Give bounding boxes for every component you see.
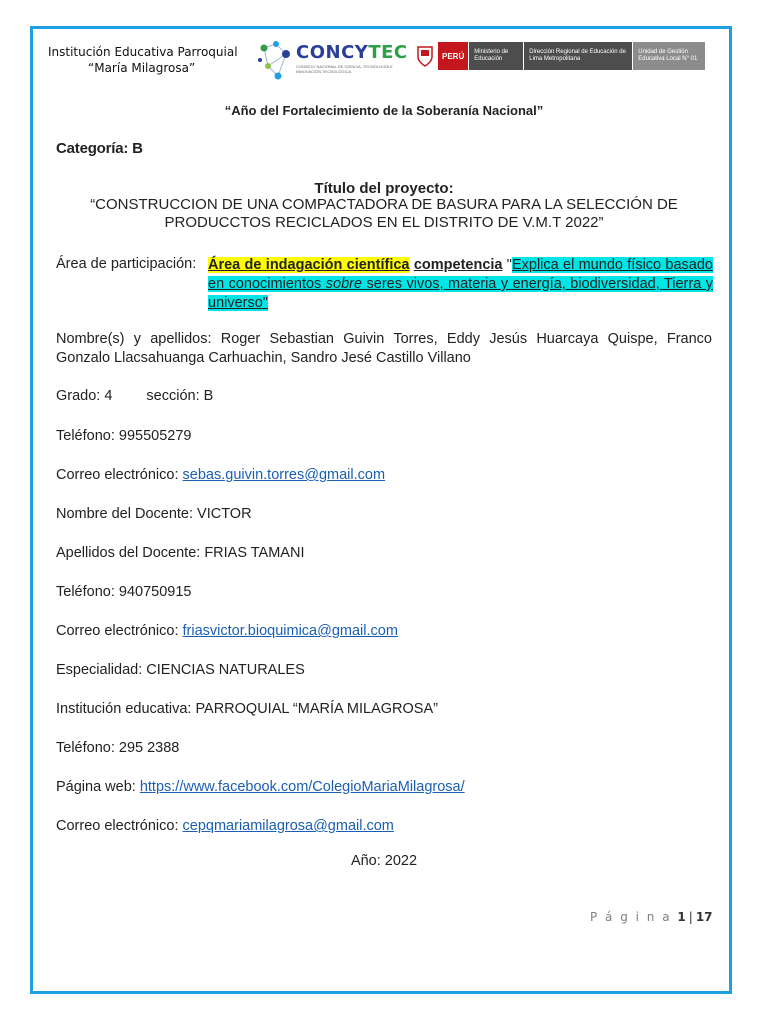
competencia-description: Explica el mundo físico basado en conocimientos sobre seres vivos, materia y energía, biodiversidad, Tierra y universo": [208, 257, 714, 311]
website-link[interactable]: https://www.facebook.com/ColegioMariaMilagrosa/: [139, 779, 465, 795]
specialty: Especialidad: CIENCIAS NATURALES: [56, 662, 305, 678]
student-email-link[interactable]: sebas.guivin.torres@gmail.com: [182, 467, 386, 483]
ugel-label: Unidad de Gestión Educativa Local N° 01: [632, 42, 705, 70]
grade-section: [56, 388, 213, 404]
category: Categoría: B: [56, 140, 143, 157]
page-number: P á g i n a 1 | 17: [590, 910, 713, 924]
peru-shield-icon: [412, 42, 438, 70]
student-phone: Teléfono: 995505279: [56, 428, 192, 444]
project-title-label: Título del proyecto:: [314, 180, 454, 197]
teacher-surname: Apellidos del Docente: FRIAS TAMANI: [56, 545, 305, 561]
dre-label: Dirección Regional de Educación de Lima Metropolitana: [523, 42, 632, 70]
student-names: Nombre(s) y apellidos: Roger Sebastian Guivin Torres, Eddy Jesús Huarcaya Quispe, Franco Gonzalo Llacsahuanga Carhuachin, Sandro Jesé Castillo Villano: [56, 331, 712, 366]
area-description: Área de indagación científica competencia "Explica el mundo físico basado en conocimientos sobre seres vivos, materia y energía, biodiversidad, Tierra y universo": [208, 257, 714, 311]
current-page: 1: [677, 910, 686, 924]
year-motto: “Año del Fortalecimiento de la Soberanía Nacional”: [224, 103, 544, 118]
institution-name: [48, 44, 248, 76]
teacher-phone: Teléfono: 940750915: [56, 584, 192, 600]
area-label: Área de participación:: [56, 256, 197, 272]
year: Año: 2022: [350, 853, 418, 869]
concytec-logo: [256, 38, 406, 82]
competencia-label: competencia: [413, 257, 503, 273]
section: sección: B: [146, 388, 214, 404]
concytec-subtitle: CONSEJO NACIONAL DE CIENCIA, TECNOLOGÍA E INNOVACIÓN TECNOLÓGICA: [296, 64, 393, 74]
institution-line-1: Institución Educativa Parroquial: [48, 45, 238, 59]
teacher-email-link[interactable]: friasvictor.bioquimica@gmail.com: [182, 623, 398, 639]
teacher-email-row: Correo electrónico: friasvictor.bioquimica@gmail.com: [56, 623, 398, 639]
website-row: Página web: https://www.facebook.com/ColegioMariaMilagrosa/: [56, 779, 465, 795]
total-pages: 17: [695, 910, 713, 924]
area-highlight: Área de indagación científica: [208, 257, 410, 273]
institution-phone: Teléfono: 295 2388: [56, 740, 180, 756]
peru-label: PERÚ: [438, 42, 468, 70]
grade: Grado: 4: [56, 388, 113, 404]
institution: Institución educativa: PARROQUIAL “MARÍA MILAGROSA”: [56, 701, 438, 717]
government-logo-strip: [412, 42, 705, 70]
institution-email-row: Correo electrónico: cepqmariamilagrosa@gmail.com: [56, 818, 394, 834]
institution-email-link[interactable]: cepqmariamilagrosa@gmail.com: [182, 818, 394, 834]
page-word: P á g i n a: [590, 910, 672, 924]
ministerio-label: Ministerio de Educación: [468, 42, 523, 70]
concytec-wordmark: CONCYTEC: [296, 42, 408, 63]
project-title: “CONSTRUCCION DE UNA COMPACTADORA DE BASURA PARA LA SELECCIÓN DE PRODUCCTOS RECICLADOS EN EL DISTRITO DE V.M.T 2022”: [90, 196, 678, 231]
institution-line-2: “María Milagrosa”: [88, 61, 196, 75]
teacher-name: Nombre del Docente: VICTOR: [56, 506, 252, 522]
concytec-network-icon: [256, 38, 296, 82]
student-email-row: Correo electrónico: sebas.guivin.torres@gmail.com: [56, 467, 386, 483]
